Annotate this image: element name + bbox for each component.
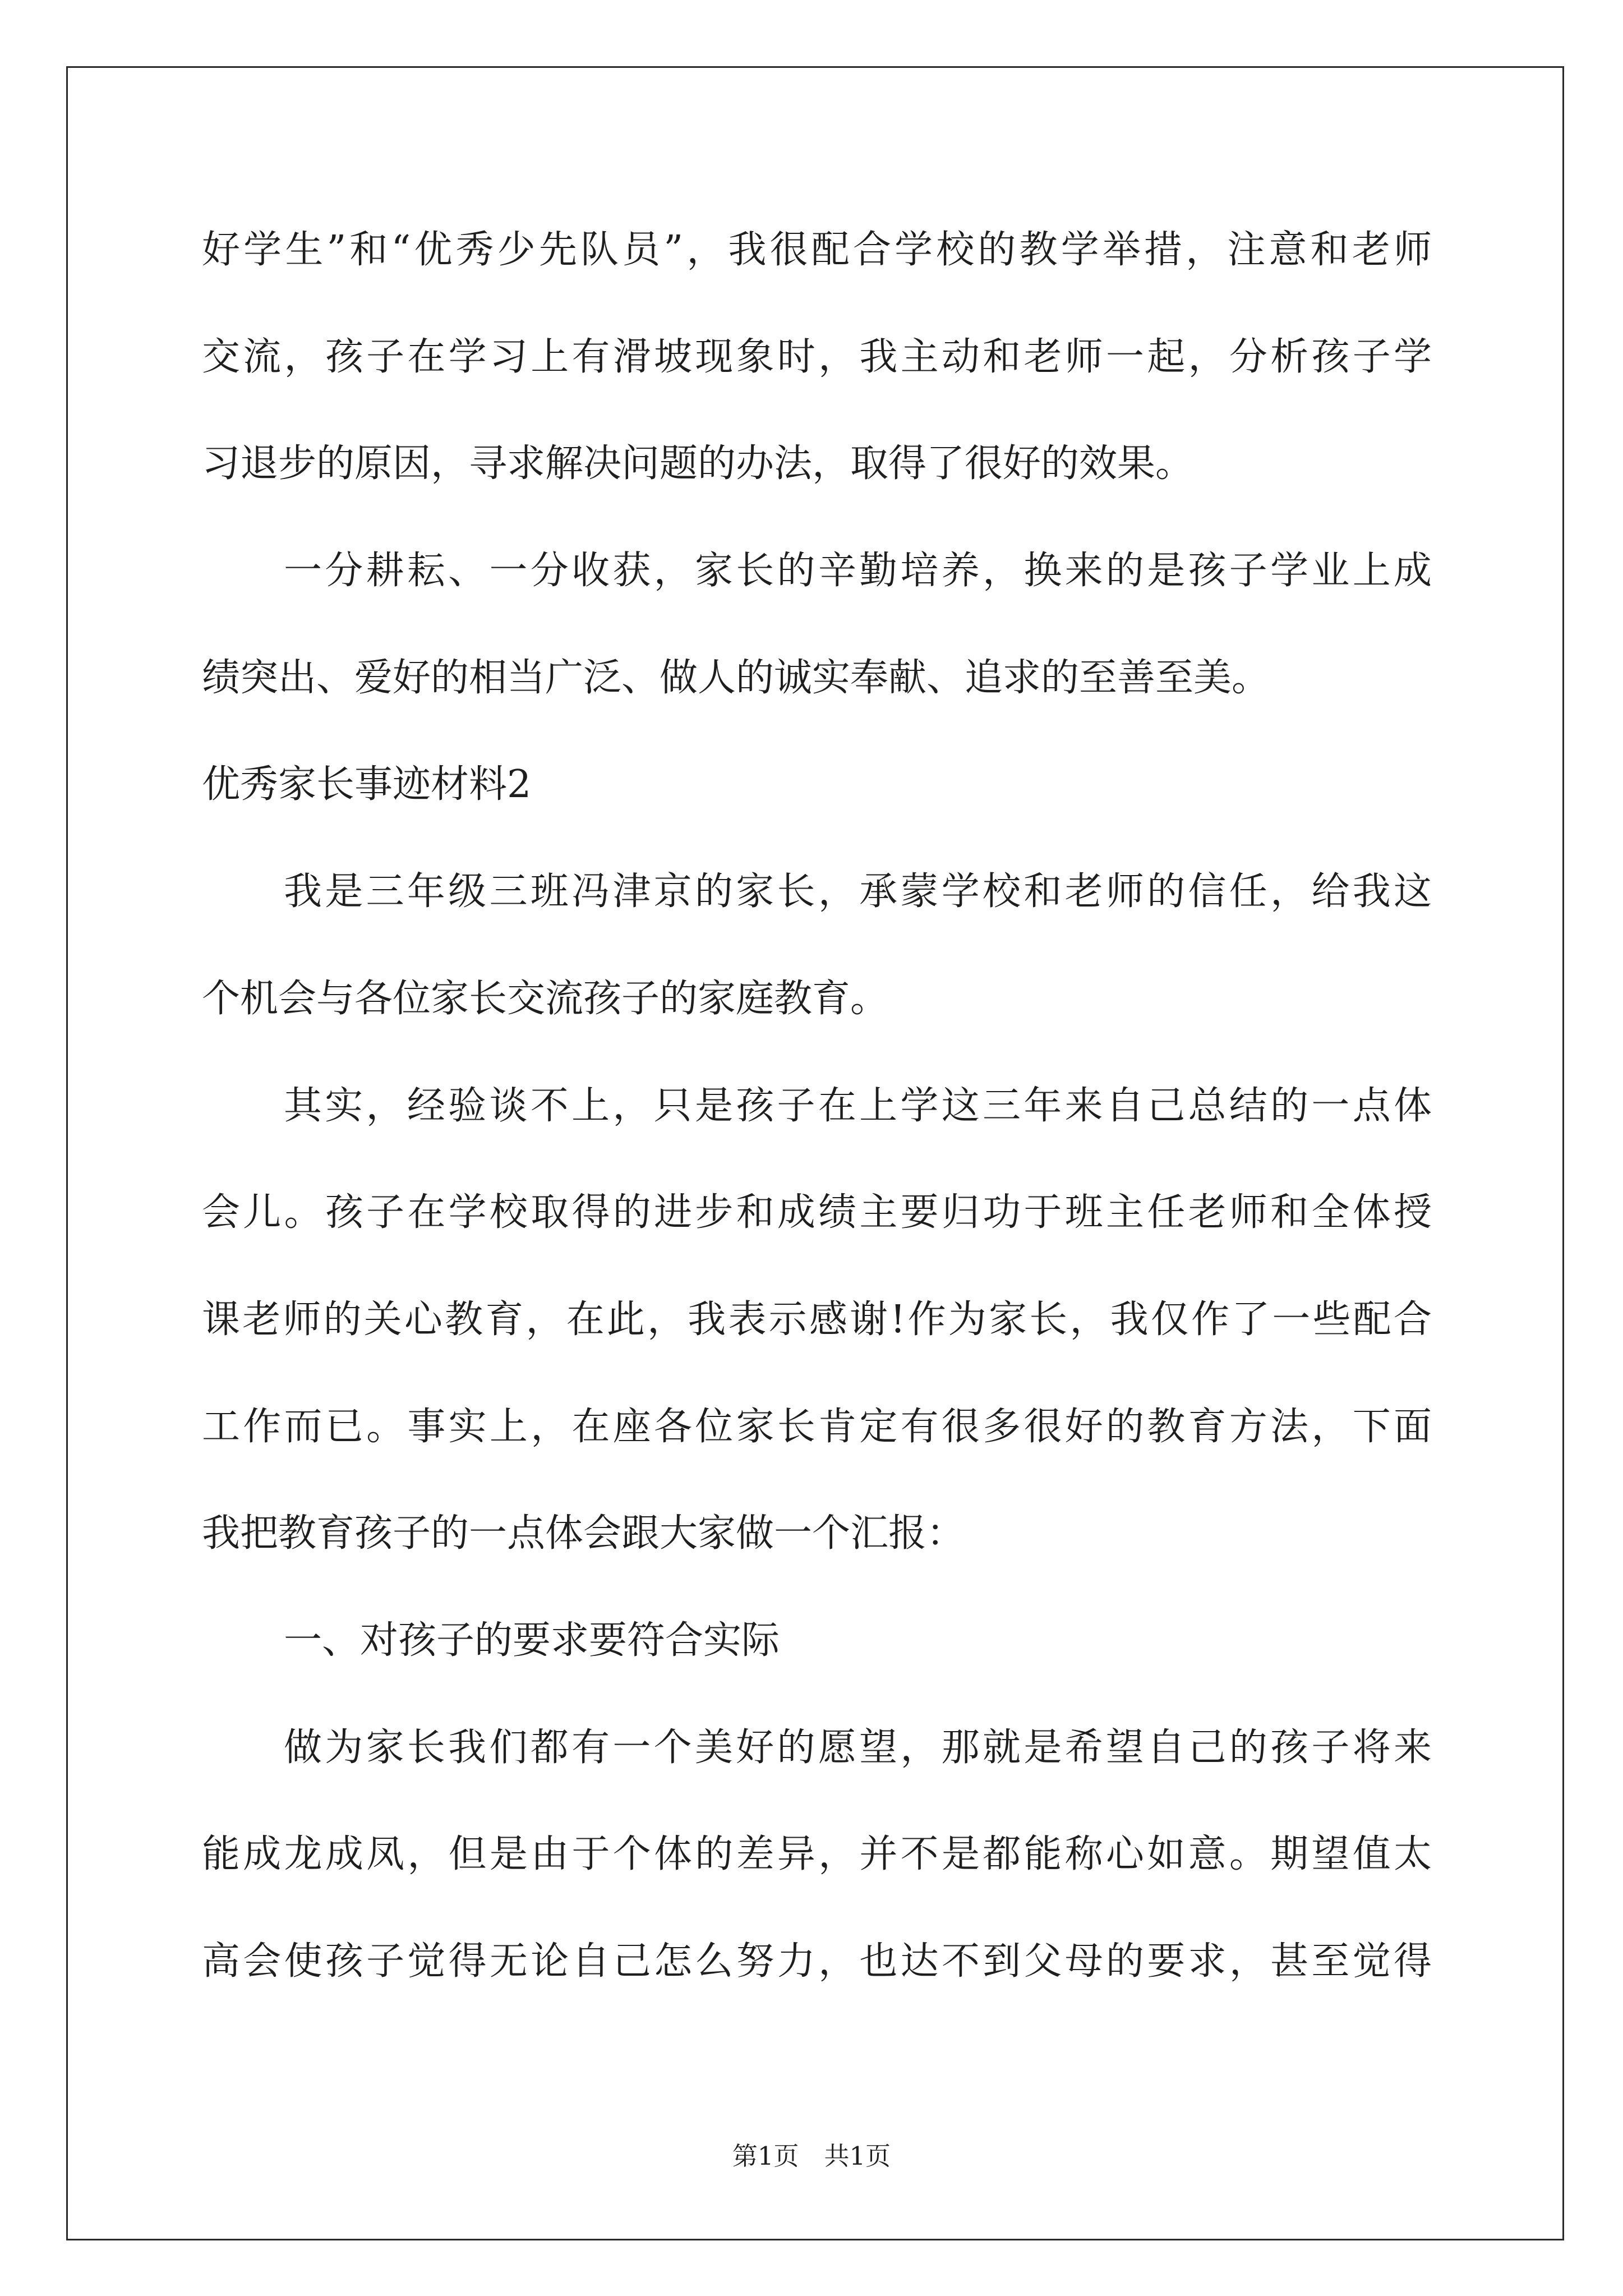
text-line: 课老师的关心教育，在此，我表示感谢!作为家长，我仅作了一些配合 [202,1297,1432,1342]
text-line: 我把教育孩子的一点体会跟大家做一个汇报： [202,1511,965,1556]
subheading: 一、对孩子的要求要符合实际 [284,1618,780,1663]
text-line: 绩突出、爱好的相当广泛、做人的诚实奉献、追求的至善至美。 [202,655,1270,700]
text-line: 习退步的原因，寻求解决问题的办法，取得了很好的效果。 [202,441,1194,486]
text-line: 工作而已。事实上，在座各位家长肯定有很多很好的教育方法，下面 [202,1404,1432,1449]
text-line: 我是三年级三班冯津京的家长，承蒙学校和老师的信任，给我这 [284,869,1432,914]
text-line: 好学生”和“优秀少先队员”，我很配合学校的教学举措，注意和老师 [202,228,1432,272]
text-line: 会儿。孩子在学校取得的进步和成绩主要归功于班主任老师和全体授 [202,1190,1432,1235]
text-line: 一分耕耘、一分收获，家长的辛勤培养，换来的是孩子学业上成 [284,549,1432,593]
text-line: 高会使孩子觉得无论自己怎么努力，也达不到父母的要求，甚至觉得 [202,1939,1432,1984]
document-body [202,197,1432,2016]
text-line: 交流，孩子在学习上有滑坡现象时，我主动和老师一起，分析孩子学 [202,334,1432,379]
text-line: 个机会与各位家长交流孩子的家庭教育。 [202,976,889,1021]
text-line: 其实，经验谈不上，只是孩子在上学这三年来自己总结的一点体 [284,1083,1432,1128]
text-line: 能成龙成凤，但是由于个体的差异，并不是都能称心如意。期望值太 [202,1832,1432,1877]
section-title: 优秀家长事迹材料2 [202,762,532,807]
page-number-footer: 第1页 共1页 [732,2141,891,2171]
text-line: 做为家长我们都有一个美好的愿望，那就是希望自己的孩子将来 [284,1725,1432,1770]
